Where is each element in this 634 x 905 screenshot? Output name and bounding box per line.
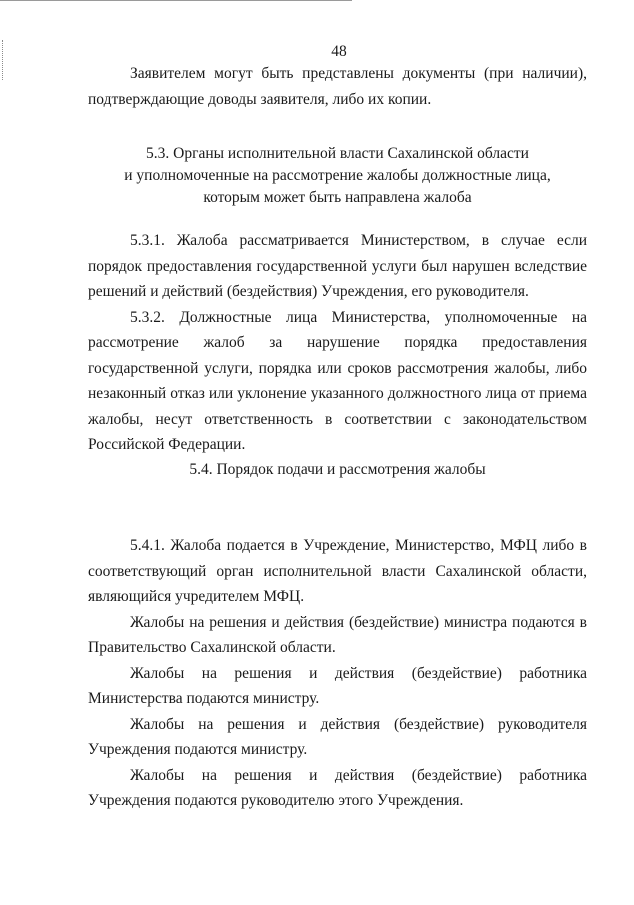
paragraph-5-4-1: 5.4.1. Жалоба подается в Учреждение, Министерство, МФЦ либо в соответствующий орган исполнительной власти Сахалинской области, являющийся учредителем МФЦ. — [88, 537, 587, 605]
section-heading-5-4 — [88, 459, 587, 481]
top-scan-edge — [0, 0, 352, 1]
section-heading-5-3 — [88, 143, 587, 209]
heading-line: которым может быть направлена жалоба — [203, 189, 472, 206]
paragraph-5-3-1: 5.3.1. Жалоба рассматривается Министерством, в случае если порядок предоставления государственной услуги был нарушен вследствие решений и действий (бездействия) Учреждения, его руководителя. — [88, 232, 587, 300]
heading-line: 5.4. Порядок подачи и рассмотрения жалобы — [189, 461, 486, 478]
heading-line: и уполномоченные на рассмотрение жалобы должностные лица, — [124, 167, 551, 184]
scan-margin-marks — [2, 40, 9, 80]
section-5-4-text — [88, 533, 587, 814]
intro-text-block — [88, 61, 587, 112]
paragraph: Жалобы на решения и действия (бездействие) министра подаются в Правительство Сахалинской области. — [88, 613, 587, 656]
heading-line: 5.3. Органы исполнительной власти Сахалинской области — [146, 145, 529, 162]
paragraph: Жалобы на решения и действия (бездействие) работника Учреждения подаются руководителю этого Учреждения. — [88, 766, 587, 809]
section-5-3-text — [88, 228, 587, 458]
page-number: 48 — [331, 43, 347, 60]
paragraph: Заявителем могут быть представлены документы (при наличии), подтверждающие доводы заявителя, либо их копии. — [88, 65, 587, 108]
paragraph-5-3-2: 5.3.2. Должностные лица Министерства, уполномоченные на рассмотрение жалоб за нарушение порядка предоставления государственной услуги, порядка или сроков рассмотрения жалобы, либо незаконный отказ или уклонение указанного должностного лица от приема жалобы, несут ответственность в соответствии с законодательством Российской Федерации. — [88, 308, 587, 453]
paragraph: Жалобы на решения и действия (бездействие) руководителя Учреждения подаются министру. — [88, 715, 587, 758]
paragraph: Жалобы на решения и действия (бездействие) работника Министерства подаются министру. — [88, 664, 587, 707]
